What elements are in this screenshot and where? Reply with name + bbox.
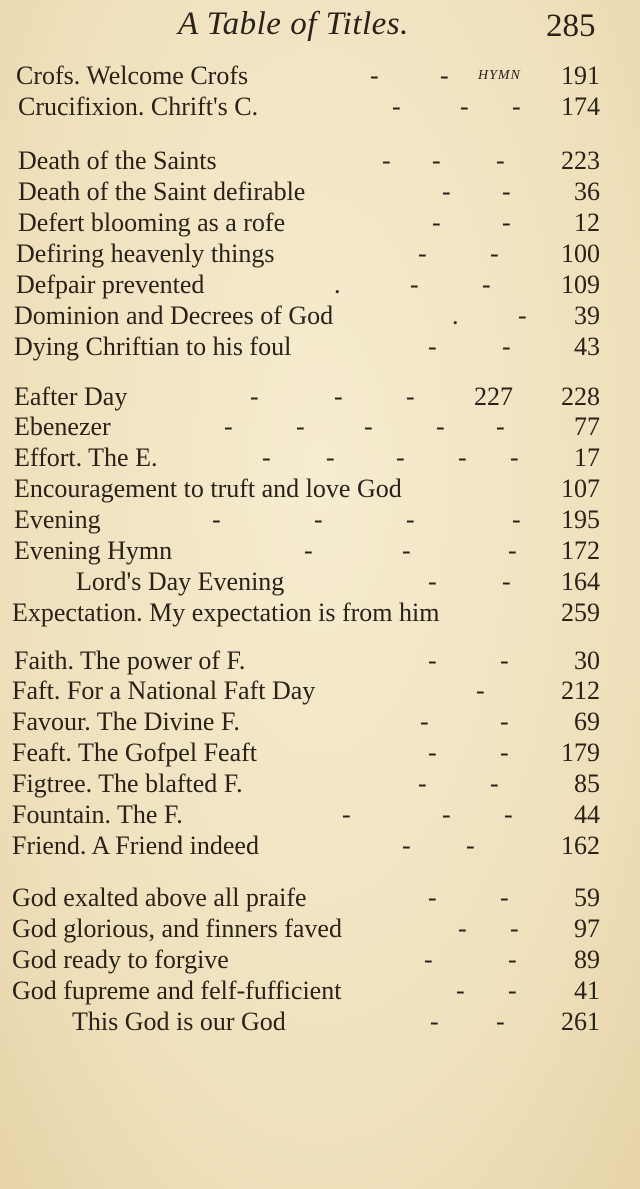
- index-entry: [0, 566, 640, 597]
- entry-title: Feaft. The Gofpel Feaft: [12, 738, 257, 767]
- hymn-number: 44: [574, 800, 600, 829]
- leader-dash: -: [342, 800, 351, 829]
- index-entry: [0, 207, 640, 238]
- leader-dash: -: [508, 945, 517, 974]
- hymn-number: 179: [561, 738, 600, 767]
- index-entry: [0, 381, 640, 412]
- index-entry: [0, 473, 640, 504]
- leader-dash: -: [420, 707, 429, 736]
- entry-title: Figtree. The blafted F.: [12, 769, 243, 798]
- entry-title: God exalted above all praife: [12, 883, 307, 912]
- entry-title: Defpair prevented: [16, 270, 205, 299]
- leader-dash: -: [396, 443, 405, 472]
- leader-dash: -: [440, 61, 449, 90]
- leader-dash: -: [428, 646, 437, 675]
- leader-dash: -: [402, 831, 411, 860]
- hymn-number: 259: [561, 598, 600, 627]
- leader-dash: -: [508, 976, 517, 1005]
- leader-dash: -: [432, 146, 441, 175]
- entry-title: Defiring heavenly things: [16, 239, 275, 268]
- leader-dash: .: [452, 301, 459, 330]
- index-entry: [0, 913, 640, 944]
- index-entry: [0, 300, 640, 331]
- leader-dash: -: [224, 412, 233, 441]
- hymn-number: 162: [561, 831, 600, 860]
- leader-dash: -: [502, 208, 511, 237]
- hymn-label: HYMN: [478, 68, 521, 83]
- entry-title: Lord's Day Evening: [76, 567, 285, 596]
- leader-dash: -: [418, 239, 427, 268]
- hymn-number: 100: [561, 239, 600, 268]
- leader-dash: -: [382, 146, 391, 175]
- index-entry: [0, 442, 640, 473]
- leader-dash: -: [458, 443, 467, 472]
- index-entry: [0, 799, 640, 830]
- leader-dash: -: [490, 239, 499, 268]
- entry-title: Favour. The Divine F.: [12, 707, 240, 736]
- leader-dash: -: [518, 301, 527, 330]
- leader-dash: -: [510, 443, 519, 472]
- leader-dash: -: [428, 883, 437, 912]
- hymn-number: 39: [574, 301, 600, 330]
- leader-dash: -: [512, 92, 521, 121]
- entry-title: Death of the Saints: [18, 146, 217, 175]
- leader-dash: -: [510, 914, 519, 943]
- entry-title: Dominion and Decrees of God: [14, 301, 334, 330]
- page-number: 285: [546, 8, 596, 44]
- entry-title: Crucifixion. Chrift's C.: [18, 92, 259, 121]
- entry-title: Effort. The E.: [14, 443, 158, 472]
- index-entry: [0, 504, 640, 535]
- hymn-number: 97: [574, 914, 600, 943]
- leader-dash: -: [482, 270, 491, 299]
- leader-dash: -: [428, 567, 437, 596]
- hymn-number: 223: [561, 146, 600, 175]
- hymn-number: 164: [561, 567, 600, 596]
- hymn-number: 41: [574, 976, 600, 1005]
- hymn-number: 59: [574, 883, 600, 912]
- hymn-number: 107: [561, 474, 600, 503]
- hymn-number: 212: [561, 676, 600, 705]
- leader-dash: -: [508, 536, 517, 565]
- leader-dash: -: [458, 914, 467, 943]
- leader-dash: -: [402, 536, 411, 565]
- leader-dash: -: [460, 92, 469, 121]
- leader-dash: -: [456, 976, 465, 1005]
- leader-dash: -: [432, 208, 441, 237]
- leader-dash: -: [490, 769, 499, 798]
- leader-dash: -: [496, 412, 505, 441]
- hymn-number: 195: [561, 505, 600, 534]
- hymn-number: 69: [574, 707, 600, 736]
- hymn-number: 261: [561, 1007, 600, 1036]
- leader-dash: -: [504, 800, 513, 829]
- leader-dash: -: [428, 332, 437, 361]
- leader-dash: -: [476, 676, 485, 705]
- index-entry: [0, 145, 640, 176]
- leader-dash: -: [436, 412, 445, 441]
- leader-dash: -: [496, 1007, 505, 1036]
- hymn-number: 30: [574, 646, 600, 675]
- hymn-number: 85: [574, 769, 600, 798]
- leader-dash: -: [334, 382, 343, 411]
- entry-title: Faith. The power of F.: [14, 646, 246, 675]
- leader-dash: -: [418, 769, 427, 798]
- hymn-number: 228: [561, 382, 600, 411]
- leader-dash: -: [502, 567, 511, 596]
- leader-dash: -: [466, 831, 475, 860]
- leader-dash: -: [500, 883, 509, 912]
- leader-dash: -: [502, 332, 511, 361]
- index-entry: [0, 1006, 640, 1037]
- hymn-number: 89: [574, 945, 600, 974]
- entry-title: Encouragement to truft and love God: [14, 474, 402, 503]
- index-entry: [0, 91, 640, 122]
- page-header-title: A Table of Titles.: [178, 6, 409, 42]
- entry-title: Friend. A Friend indeed: [12, 831, 259, 860]
- hymn-number: 43: [574, 332, 600, 361]
- extra-hymn-number: 227: [474, 382, 513, 411]
- leader-dash: -: [406, 505, 415, 534]
- entry-title: Fountain. The F.: [12, 800, 183, 829]
- hymn-number: 77: [574, 412, 600, 441]
- entry-title: Evening Hymn: [14, 536, 173, 565]
- index-entry: [0, 675, 640, 706]
- index-entry: [0, 331, 640, 362]
- leader-dash: -: [496, 146, 505, 175]
- leader-dash: -: [502, 177, 511, 206]
- entry-title: This God is our God: [72, 1007, 286, 1036]
- index-entry: [0, 269, 640, 300]
- index-entry: [0, 830, 640, 861]
- index-entry: [0, 706, 640, 737]
- leader-dash: -: [296, 412, 305, 441]
- leader-dash: -: [500, 738, 509, 767]
- leader-dash: -: [370, 61, 379, 90]
- leader-dash: -: [304, 536, 313, 565]
- leader-dash: -: [500, 646, 509, 675]
- leader-dash: -: [442, 177, 451, 206]
- hymn-number: 36: [574, 177, 600, 206]
- hymn-number: 174: [561, 92, 600, 121]
- index-entry: [0, 411, 640, 442]
- leader-dash: -: [442, 800, 451, 829]
- leader-dash: -: [364, 412, 373, 441]
- entry-title: Faft. For a National Faft Day: [12, 676, 316, 705]
- leader-dash: -: [212, 505, 221, 534]
- hymn-number: 109: [561, 270, 600, 299]
- leader-dash: -: [430, 1007, 439, 1036]
- entry-title: Crofs. Welcome Crofs: [16, 61, 249, 90]
- leader-dash: -: [326, 443, 335, 472]
- leader-dash: -: [392, 92, 401, 121]
- leader-dash: -: [512, 505, 521, 534]
- index-entry: [0, 944, 640, 975]
- leader-dash: -: [428, 738, 437, 767]
- hymn-number: 17: [574, 443, 600, 472]
- entry-title: Death of the Saint defirable: [18, 177, 306, 206]
- index-entry: [0, 176, 640, 207]
- leader-dash: -: [314, 505, 323, 534]
- index-entry: [0, 768, 640, 799]
- index-entry: [0, 975, 640, 1006]
- index-entry: [0, 882, 640, 913]
- entry-title: Eafter Day: [14, 382, 128, 411]
- entry-title: Evening: [14, 505, 101, 534]
- hymn-number: 191: [561, 61, 600, 90]
- index-entry: [0, 645, 640, 676]
- index-entry: [0, 60, 640, 91]
- leader-dash: .: [334, 270, 341, 299]
- index-entry: [0, 238, 640, 269]
- leader-dash: -: [424, 945, 433, 974]
- entry-title: God ready to forgive: [12, 945, 229, 974]
- entry-title: God fupreme and felf-fufficient: [12, 976, 342, 1005]
- leader-dash: -: [250, 382, 259, 411]
- entry-title: Ebenezer: [14, 412, 111, 441]
- leader-dash: -: [410, 270, 419, 299]
- index-entry: [0, 737, 640, 768]
- leader-dash: -: [406, 382, 415, 411]
- entry-title: Defert blooming as a rofe: [18, 208, 286, 237]
- index-entry: [0, 535, 640, 566]
- entry-title: God glorious, and finners faved: [12, 914, 342, 943]
- hymn-number: 172: [561, 536, 600, 565]
- entry-title: Expectation. My expectation is from him: [12, 598, 440, 627]
- entry-title: Dying Chriftian to his foul: [14, 332, 292, 361]
- hymn-number: 12: [574, 208, 600, 237]
- leader-dash: -: [262, 443, 271, 472]
- index-entry: [0, 597, 640, 628]
- leader-dash: -: [500, 707, 509, 736]
